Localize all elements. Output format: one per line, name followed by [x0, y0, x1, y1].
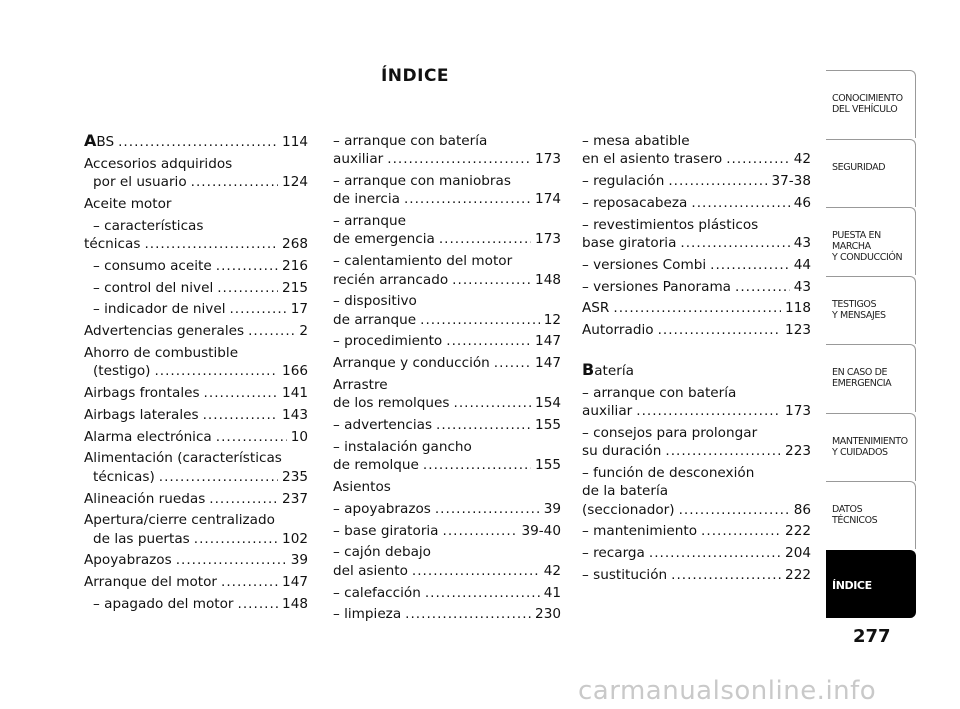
index-entry-page: 166: [282, 363, 308, 380]
index-entry-line: [333, 394, 561, 412]
index-entry[interactable]: [84, 322, 308, 340]
index-entry-heading: – cajón debajo: [333, 544, 431, 561]
index-entry-line: [84, 530, 308, 548]
index-entry-page: 43: [793, 278, 811, 295]
index-entry[interactable]: [333, 252, 561, 289]
leader-dots: [435, 500, 540, 518]
leader-dots: [671, 566, 781, 584]
index-entry-label: auxiliar: [333, 151, 384, 168]
index-entry-label: Autorradio: [582, 322, 654, 339]
index-entry-line: [333, 478, 561, 496]
index-entry-line: [84, 195, 308, 213]
section-tab-label: Y MENSAJES: [832, 309, 886, 321]
index-entry-page: 147: [535, 333, 561, 350]
index-entry-page: 42: [543, 562, 561, 579]
index-entry-page: 237: [282, 490, 308, 507]
index-entry-label: por el usuario: [93, 174, 187, 191]
index-entry-line: [333, 605, 561, 623]
index-entry-page: 43: [793, 234, 811, 251]
leader-dots: [412, 562, 540, 580]
index-entry-page: 39: [290, 552, 308, 569]
index-entry-page: 37-38: [771, 173, 811, 190]
index-entry-heading: – instalación gancho: [333, 438, 472, 455]
index-entry-line: [84, 551, 308, 569]
index-entry-line: [333, 500, 561, 518]
leader-dots: [680, 234, 789, 252]
index-entry-label: Batería: [582, 359, 634, 379]
index-entry[interactable]: [333, 354, 561, 372]
index-entry-label: de emergencia: [333, 231, 435, 248]
index-entry[interactable]: [84, 132, 308, 151]
index-entry-line: [333, 271, 561, 289]
index-entry-page: 154: [535, 395, 561, 412]
leader-dots: [144, 235, 278, 253]
index-entry-label: Airbags laterales: [84, 406, 199, 423]
index-entry-line: [333, 456, 561, 474]
section-tab-label: MANTENIMIENTO: [832, 435, 908, 447]
index-entry[interactable]: [333, 376, 561, 413]
leader-dots: [665, 442, 781, 460]
index-entry[interactable]: [582, 321, 811, 339]
index-entry-page: 17: [290, 301, 308, 318]
index-entry[interactable]: [582, 361, 811, 380]
index-entry[interactable]: [84, 490, 308, 508]
index-entry-heading: – arranque: [333, 213, 406, 230]
section-gap: [582, 343, 811, 361]
index-entry-heading: – arranque con maniobras: [333, 173, 511, 190]
section-tab-label: CONOCIMIENTO: [832, 93, 903, 104]
index-entry-heading: – mesa abatible: [582, 133, 690, 149]
index-entry-page: 123: [785, 322, 811, 339]
index-entry-line: [333, 150, 561, 168]
index-entry-line: [582, 172, 811, 190]
index-entry-label: en el asiento trasero: [582, 151, 723, 168]
index-entry-line: [333, 584, 561, 602]
index-entry-label: – versiones Panorama: [582, 278, 732, 295]
index-entry-page: 173: [785, 403, 811, 420]
leader-dots: [691, 194, 789, 212]
leader-dots: [636, 402, 781, 420]
index-entry[interactable]: [84, 595, 308, 613]
index-entry[interactable]: [333, 332, 561, 350]
index-entry-label: base giratoria: [582, 234, 677, 251]
index-entry-page: 39: [543, 500, 561, 517]
index-entry-line: [333, 230, 561, 248]
section-tab[interactable]: [826, 139, 916, 207]
index-entry-label: auxiliar: [582, 403, 633, 420]
section-tab[interactable]: [826, 344, 916, 412]
index-entry[interactable]: [333, 416, 561, 434]
index-entry-label: de las puertas: [93, 530, 190, 547]
leader-dots: [443, 522, 518, 540]
index-entry-line: [333, 416, 561, 434]
index-entry-line: [333, 562, 561, 580]
index-entry-label: de remolque: [333, 457, 419, 474]
index-entry-label: Arranque del motor: [84, 574, 217, 591]
index-entry-label: – versiones Combi: [582, 256, 707, 273]
leader-dots: [238, 595, 279, 613]
page-number: 277: [853, 626, 891, 647]
leader-dots: [649, 544, 781, 562]
index-entry-label: Arranque y conducción: [333, 355, 490, 372]
index-entry-label: Alarma electrónica: [84, 428, 212, 445]
leader-dots: [420, 311, 540, 329]
index-entry-label: – sustitución: [582, 566, 668, 583]
leader-dots: [613, 299, 781, 317]
index-entry-page: 268: [282, 235, 308, 252]
index-entry-line: [333, 522, 561, 540]
index-entry-line: [333, 311, 561, 329]
section-tab[interactable]: [826, 481, 916, 549]
watermark: carmanualsonline.info: [578, 676, 877, 706]
section-tab-label: DATOS: [832, 504, 863, 515]
index-entry-page: 216: [282, 257, 308, 274]
index-entry-line: [84, 257, 308, 275]
index-entry-page: 2: [299, 323, 308, 340]
index-entry-label: – procedimiento: [333, 333, 443, 350]
index-entry-page: 215: [282, 279, 308, 296]
index-entry-page: 155: [535, 457, 561, 474]
index-entry-label: recién arrancado: [333, 271, 449, 288]
index-entry-label: técnicas): [93, 468, 155, 485]
section-tab-label: PUESTA EN: [832, 230, 881, 241]
section-tab[interactable]: [826, 207, 916, 275]
index-entry[interactable]: [333, 172, 561, 209]
section-tab[interactable]: [826, 413, 916, 481]
index-entry-label: Asientos: [333, 479, 391, 496]
leader-dots: [159, 468, 278, 486]
leader-dots: [668, 172, 767, 190]
leader-dots: [710, 256, 790, 274]
index-entry-page: 42: [793, 151, 811, 168]
index-entry-page: 41: [543, 584, 561, 601]
index-entry-heading-2: de la batería: [582, 483, 669, 500]
index-entry-page: 148: [535, 271, 561, 288]
leader-dots: [701, 522, 781, 540]
index-entry[interactable]: [84, 384, 308, 402]
index-entry[interactable]: [582, 299, 811, 317]
index-entry-label: técnicas: [84, 235, 141, 252]
index-entry-page: 118: [785, 300, 811, 317]
index-entry-label: Aceite motor: [84, 195, 172, 212]
index-entry-heading: Ahorro de combustible: [84, 344, 239, 361]
leader-dots: [229, 300, 286, 318]
index-entry[interactable]: [333, 605, 561, 623]
index-entry-page: 102: [282, 530, 308, 547]
index-entry[interactable]: [582, 566, 811, 584]
index-entry-line: [582, 321, 811, 339]
leader-dots: [216, 257, 278, 275]
index-entry-label: del asiento: [333, 562, 408, 579]
index-entry[interactable]: [582, 464, 811, 519]
index-entry-line: [582, 442, 811, 460]
index-entry[interactable]: [333, 500, 561, 518]
leader-dots: [405, 605, 531, 623]
big-initial: B: [582, 359, 595, 379]
leader-dots: [387, 150, 531, 168]
index-entry-page: 148: [282, 596, 308, 613]
index-entry-line: [582, 501, 811, 519]
leader-dots: [452, 271, 531, 289]
index-entry-label: Advertencias generales: [84, 323, 245, 340]
index-entry-page: 147: [535, 355, 561, 372]
index-entry-label: – calefacción: [333, 584, 421, 601]
index-entry[interactable]: [582, 194, 811, 212]
index-entry-heading: – consejos para prolongar: [582, 424, 758, 441]
index-entry-label: – recarga: [582, 545, 645, 562]
index-entry-label: de arranque: [333, 311, 417, 328]
leader-dots: [154, 362, 278, 380]
index-entry-line: [84, 362, 308, 380]
index-entry-label: ABS: [84, 131, 115, 150]
index-entry-label: – reposacabeza: [582, 194, 688, 211]
leader-dots: [248, 322, 295, 340]
index-entry-line: [582, 299, 811, 317]
index-entry-label: – control del nivel: [93, 279, 214, 296]
index-entry[interactable]: [333, 478, 561, 496]
index-entry-heading: – arranque con batería: [333, 133, 488, 149]
section-tab[interactable]: [826, 276, 916, 344]
section-tabs: [826, 70, 916, 618]
index-entry[interactable]: [84, 344, 308, 381]
index-entry-line: [582, 150, 811, 168]
leader-dots: [423, 456, 531, 474]
index-entry-line: [84, 468, 308, 486]
index-entry[interactable]: [84, 300, 308, 318]
big-initial: A: [84, 131, 97, 150]
index-entry[interactable]: [582, 544, 811, 562]
index-entry-page: 10: [290, 428, 308, 445]
leader-dots: [118, 133, 278, 151]
index-entry[interactable]: [582, 522, 811, 540]
index-entry-page: 222: [785, 566, 811, 583]
index-entry-label: su duración: [582, 443, 662, 460]
index-entry-heading: – función de desconexión: [582, 464, 755, 481]
index-entry-label: de inercia: [333, 191, 400, 208]
index-entry-page: 173: [535, 231, 561, 248]
index-entry-label: – indicador de nivel: [93, 301, 226, 318]
index-entry-page: 86: [793, 501, 811, 518]
index-entry-page: 235: [282, 468, 308, 485]
index-entry-line: [84, 573, 308, 591]
index-entry-line: [582, 256, 811, 274]
index-entry[interactable]: [582, 132, 811, 169]
section-tab[interactable]: [826, 550, 916, 618]
index-entry-page: 39-40: [521, 522, 561, 539]
index-column-3: [582, 132, 811, 588]
index-entry-line: [582, 234, 811, 252]
index-entry[interactable]: [582, 424, 811, 461]
index-entry-label: Apoyabrazos: [84, 552, 172, 569]
index-entry-page: 173: [535, 151, 561, 168]
index-entry-page: 230: [535, 606, 561, 623]
section-tab[interactable]: [826, 70, 916, 138]
leader-dots: [726, 150, 789, 168]
leader-dots: [454, 394, 532, 412]
index-entry-line: [582, 361, 811, 380]
index-entry-label: – advertencias: [333, 417, 433, 434]
index-entry[interactable]: [84, 511, 308, 548]
index-entry-heading: Accesorios adquiridos: [84, 155, 233, 172]
section-tab-label: TÉCNICOS: [832, 515, 878, 526]
section-tab-label: DEL VEHÍCULO: [832, 104, 898, 115]
index-entry[interactable]: [84, 573, 308, 591]
index-entry[interactable]: [84, 406, 308, 424]
index-entry[interactable]: [84, 428, 308, 446]
index-entry[interactable]: [333, 292, 561, 329]
section-tab-label: EN CASO DE: [832, 367, 888, 378]
index-entry-heading: – dispositivo: [333, 293, 417, 310]
index-entry[interactable]: [333, 132, 561, 169]
index-entry[interactable]: [582, 172, 811, 190]
index-entry[interactable]: [582, 384, 811, 421]
index-entry-line: [84, 279, 308, 297]
index-entry-page: 204: [785, 545, 811, 562]
index-entry-label: – mantenimiento: [582, 523, 698, 540]
section-tab-label: EMERGENCIA: [832, 378, 892, 389]
leader-dots: [735, 278, 790, 296]
leader-dots: [446, 332, 531, 350]
section-tab-label: ÍNDICE: [832, 578, 872, 592]
index-entry-heading: Arrastre: [333, 377, 388, 394]
index-entry-page: 12: [543, 311, 561, 328]
index-entry-line: [333, 190, 561, 208]
leader-dots: [176, 551, 287, 569]
index-entry[interactable]: [333, 212, 561, 249]
leader-dots: [404, 190, 531, 208]
index-entry-line: [84, 300, 308, 318]
index-entry-page: 155: [535, 417, 561, 434]
index-entry-line: [582, 522, 811, 540]
index-entry-label: – regulación: [582, 173, 665, 190]
section-tab-label: TESTIGOS: [832, 298, 877, 310]
index-entry-line: [84, 322, 308, 340]
index-entry-line: [84, 428, 308, 446]
index-column-2: [333, 132, 561, 627]
index-entry-line: [84, 384, 308, 402]
index-entry-page: 223: [785, 443, 811, 460]
index-entry-page: 44: [793, 256, 811, 273]
index-entry-line: [582, 278, 811, 296]
index-entry[interactable]: [582, 256, 811, 274]
leader-dots: [217, 279, 278, 297]
index-entry-label: (seccionador): [582, 501, 675, 518]
leader-dots: [658, 321, 781, 339]
index-entry-label: – apagado del motor: [93, 596, 234, 613]
index-entry-page: 141: [282, 385, 308, 402]
index-entry-line: [333, 332, 561, 350]
index-entry[interactable]: [84, 217, 308, 254]
section-tab-label: Y CONDUCCIÓN: [832, 252, 903, 263]
index-entry-heading: – calentamiento del motor: [333, 253, 513, 270]
index-entry-line: [582, 194, 811, 212]
index-entry[interactable]: [84, 551, 308, 569]
index-entry-line: [582, 402, 811, 420]
leader-dots: [439, 230, 531, 248]
section-tab-label: SEGURIDAD: [832, 161, 886, 173]
index-entry-page: 147: [282, 574, 308, 591]
index-entry[interactable]: [333, 584, 561, 602]
index-entry-line: [84, 132, 308, 151]
index-entry-label: de los remolques: [333, 395, 450, 412]
index-entry[interactable]: [333, 438, 561, 475]
index-entry-label: – apoyabrazos: [333, 500, 431, 517]
index-entry-line: [333, 354, 561, 372]
index-entry-label: – limpieza: [333, 606, 402, 623]
index-entry-label: Alineación ruedas: [84, 490, 206, 507]
index-entry-label: – base giratoria: [333, 522, 439, 539]
section-tab-label: MARCHA: [832, 241, 871, 252]
leader-dots: [436, 416, 531, 434]
index-entry-line: [84, 406, 308, 424]
index-entry-heading: Alimentación (características: [84, 450, 282, 467]
index-entry-label: – consumo aceite: [93, 257, 212, 274]
index-entry-page: 124: [282, 174, 308, 191]
index-entry-heading: – revestimientos plásticos: [582, 216, 759, 233]
index-entry-heading: Apertura/cierre centralizado: [84, 512, 275, 529]
section-tab-label: Y CUIDADOS: [832, 446, 888, 458]
leader-dots: [425, 584, 540, 602]
index-entry-line: [84, 173, 308, 191]
leader-dots: [194, 530, 278, 548]
index-entry[interactable]: [84, 449, 308, 486]
index-entry[interactable]: [333, 522, 561, 540]
index-entry[interactable]: [84, 279, 308, 297]
leader-dots: [191, 173, 278, 191]
index-entry[interactable]: [333, 543, 561, 580]
page-title: ÍNDICE: [380, 66, 450, 86]
index-entry[interactable]: [84, 195, 308, 213]
index-entry-line: [84, 235, 308, 253]
index-entry-page: 174: [535, 191, 561, 208]
index-entry-label: Airbags frontales: [84, 385, 200, 402]
leader-dots: [679, 501, 790, 519]
index-entry-label: ASR: [582, 300, 610, 317]
leader-dots: [209, 490, 278, 508]
index-entry-page: 143: [282, 406, 308, 423]
leader-dots: [203, 406, 278, 424]
index-entry-heading: – arranque con batería: [582, 384, 737, 401]
leader-dots: [221, 573, 278, 591]
index-entry-page: 114: [282, 134, 308, 150]
index-entry-line: [582, 544, 811, 562]
leader-dots: [204, 384, 279, 402]
index-entry-label: (testigo): [93, 363, 151, 380]
index-entry-line: [582, 566, 811, 584]
index-entry[interactable]: [84, 155, 308, 192]
index-entry-page: 222: [785, 523, 811, 540]
index-column-1: [84, 132, 308, 617]
leader-dots: [216, 428, 287, 446]
index-entry[interactable]: [84, 257, 308, 275]
index-entry-line: [84, 490, 308, 508]
index-entry[interactable]: [582, 278, 811, 296]
index-entry-line: [84, 595, 308, 613]
index-entry[interactable]: [582, 216, 811, 253]
index-entry-page: 46: [793, 194, 811, 211]
leader-dots: [494, 354, 531, 372]
index-entry-heading: – características: [93, 217, 204, 234]
